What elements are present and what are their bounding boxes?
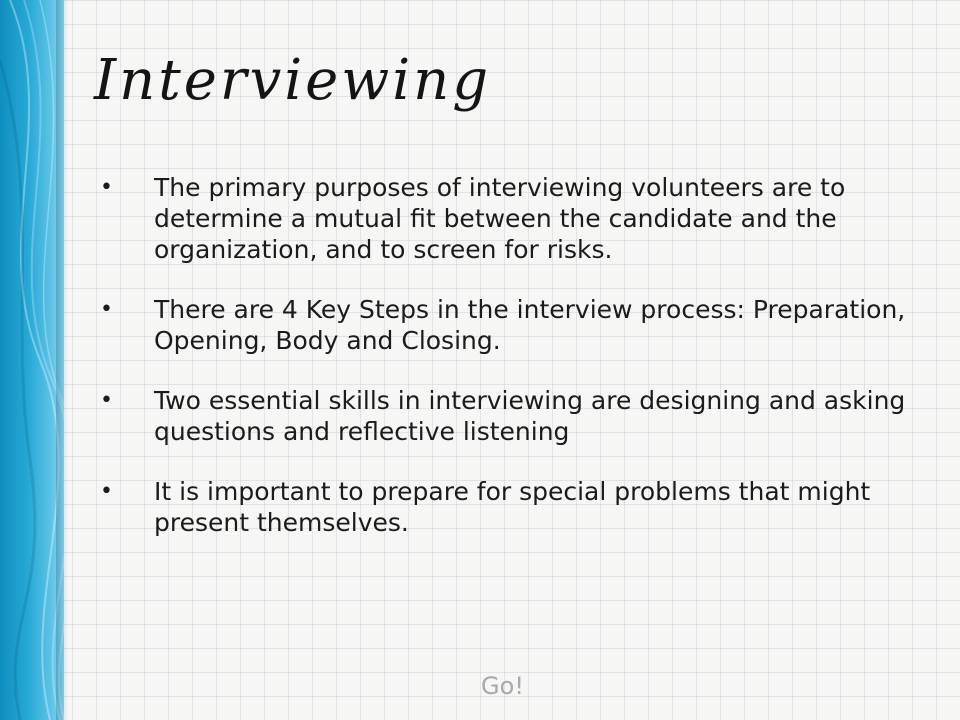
side-edge-shadow — [56, 0, 68, 720]
bullet-text: There are 4 Key Steps in the interview process: Preparation, Opening, Body and Closing. — [154, 295, 906, 355]
bullet-marker: • — [100, 388, 113, 413]
go-link[interactable]: Go! — [481, 672, 524, 700]
bullet-marker: • — [100, 297, 113, 322]
slide-title: Interviewing — [94, 48, 492, 113]
bullet-list — [100, 172, 910, 567]
bullet-item — [100, 172, 910, 265]
bullet-text: It is important to prepare for special problems that might present themselves. — [154, 477, 871, 537]
side-decoration — [0, 0, 64, 720]
bullet-item — [100, 476, 910, 538]
bullet-item — [100, 294, 910, 356]
bullet-item — [100, 385, 910, 447]
wave-decoration-icon — [0, 0, 64, 720]
bullet-marker: • — [100, 175, 113, 200]
bullet-text: Two essential skills in interviewing are designing and asking questions and reflective listening — [154, 386, 906, 446]
bullet-text: The primary purposes of interviewing volunteers are to determine a mutual fit between the candidate and the organization, and to screen for risks. — [154, 173, 846, 264]
bullet-marker: • — [100, 479, 113, 504]
